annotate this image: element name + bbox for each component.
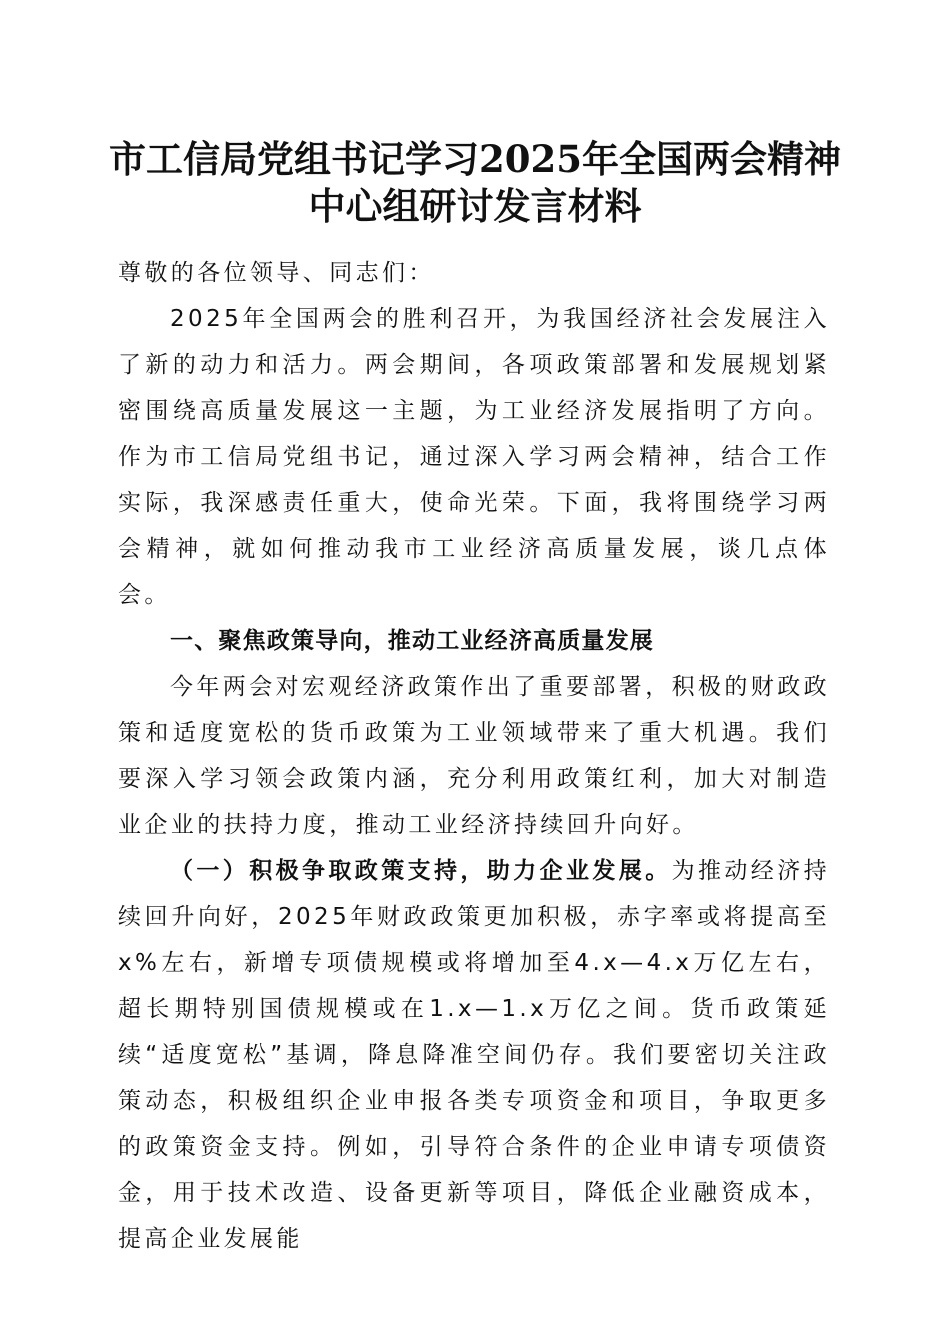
section-1-heading: 一、聚焦政策导向，推动工业经济高质量发展 xyxy=(170,628,654,654)
salutation: 尊敬的各位领导、同志们： xyxy=(118,260,435,286)
subsection-1-text: 为推动经济持续回升向好，2025年财政政策更加积极，赤字率或将提高至x%左右，新增专项债规模或将增加至4.x—4.x万亿左右，超长期特别国债规模或在1.x—1.x万亿之间。货币政策延续“适度宽松”基调，降息降准空间仍存。我们要密切关注政策动态，积极组织企业申报各类专项资金和项目，争取更多的政策资金支持。例如，引导符合条件的企业申请专项债资金，用于技术改造、设备更新等项目，降低企业融资成本，提高企业发展能 xyxy=(118,858,831,1252)
document-body xyxy=(118,250,830,1262)
document-title-line-2: 中心组研讨发言材料 xyxy=(308,184,642,228)
document-title-line-1: 市工信局党组书记学习2025年全国两会精神 xyxy=(109,137,841,181)
subsection-1-lead: （一）积极争取政策支持，助力企业发展。 xyxy=(170,858,672,884)
intro-paragraph: 2025年全国两会的胜利召开，为我国经济社会发展注入了新的动力和活力。两会期间，各项政策部署和发展规划紧密围绕高质量发展这一主题，为工业经济发展指明了方向。作为市工信局党组书记，通过深入学习两会精神，结合工作实际，我深感责任重大，使命光荣。下面，我将围绕学习两会精神，就如何推动我市工业经济高质量发展，谈几点体会。 xyxy=(118,306,830,608)
subsection-1-paragraph xyxy=(118,848,830,1262)
section-1-paragraph: 今年两会对宏观经济政策作出了重要部署，积极的财政政策和适度宽松的货币政策为工业领域带来了重大机遇。我们要深入学习领会政策内涵，充分利用政策红利，加大对制造业企业的扶持力度，推动工业经济持续回升向好。 xyxy=(118,674,830,838)
